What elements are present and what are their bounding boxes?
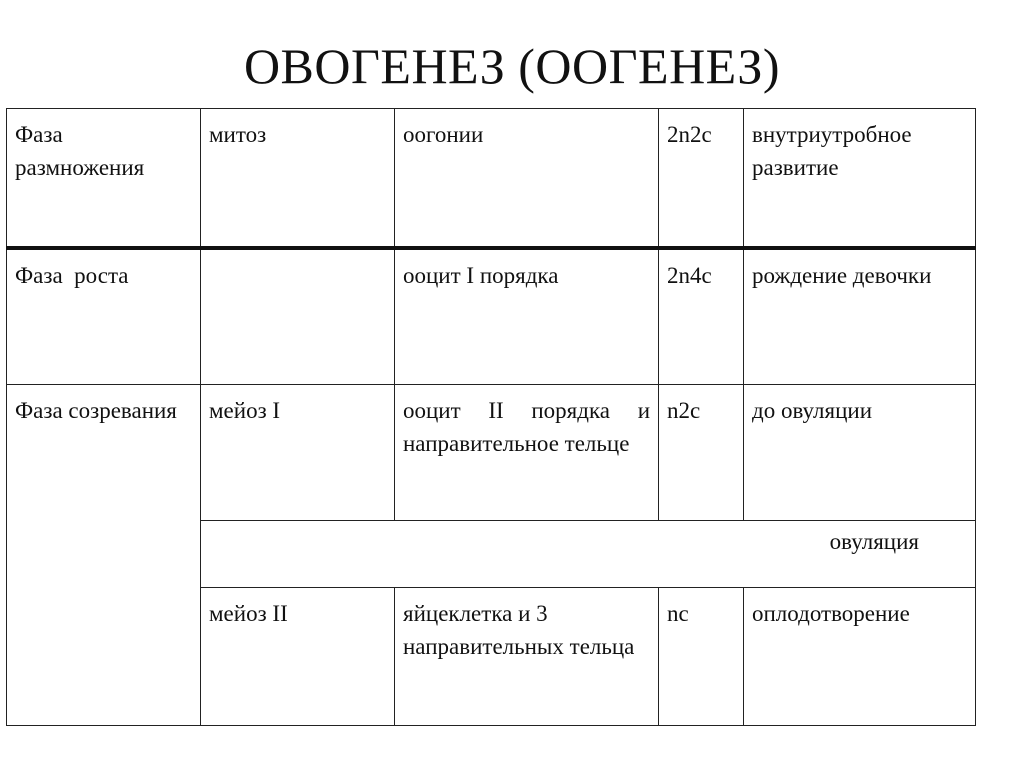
formula-cell: n2c <box>659 385 744 521</box>
formula-cell: 2n2c <box>659 109 744 249</box>
table-row <box>7 385 976 521</box>
ovulation-cell: овуляция <box>201 521 976 588</box>
division-cell <box>201 248 395 385</box>
phase-cell: Фаза созревания <box>7 385 201 726</box>
formula-cell: 2n4c <box>659 248 744 385</box>
phase-cell: Фаза роста <box>7 248 201 385</box>
cells-cell: ооцит I порядка <box>395 248 659 385</box>
division-cell: мейоз II <box>201 588 395 726</box>
division-cell: мейоз I <box>201 385 395 521</box>
period-cell: до овуляции <box>744 385 976 521</box>
division-cell: митоз <box>201 109 395 249</box>
cells-cell: оогонии <box>395 109 659 249</box>
period-cell: оплодотворение <box>744 588 976 726</box>
slide-title: ОВОГЕНЕЗ (ООГЕНЕЗ) <box>243 38 781 94</box>
period-cell: рождение девочки <box>744 248 976 385</box>
cells-cell: ооцит II порядка и направительное тельце <box>395 385 659 521</box>
table-row <box>7 109 976 249</box>
phase-cell: Фаза размножения <box>7 109 201 249</box>
period-cell: внутриутробное развитие <box>744 109 976 249</box>
table-row <box>7 248 976 385</box>
formula-cell: nc <box>659 588 744 726</box>
oogenesis-table <box>6 108 976 726</box>
cells-cell: яйцеклетка и 3 направительных тельца <box>395 588 659 726</box>
